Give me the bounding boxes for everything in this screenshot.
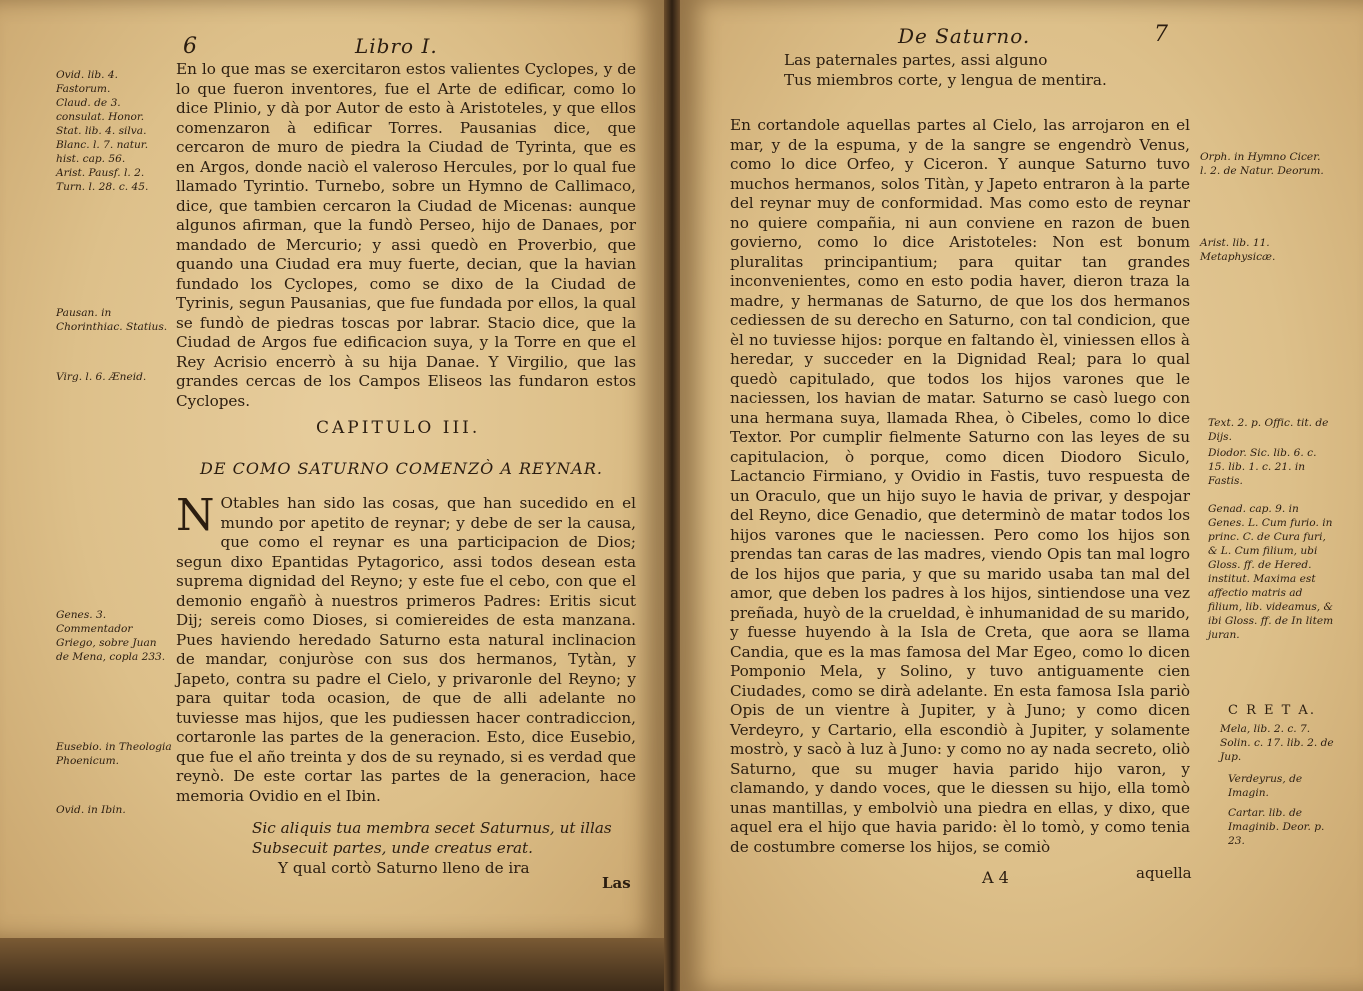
book-cover-edge (0, 938, 664, 991)
verse-line: Las paternales partes, assi alguno (784, 51, 1048, 69)
drop-cap: N (176, 490, 215, 541)
marginal-note: Orph. in Hymno Cicer. l. 2. de Natur. Deorum. (1200, 151, 1324, 177)
marginal-note: Cartar. lib. de Imaginib. Deor. p. 23. (1228, 807, 1325, 847)
verse-line: Sic aliquis tua membra secet Saturnus, ut illas (252, 819, 612, 837)
running-head: Libro I. (355, 34, 438, 58)
paragraph: En cortandole aquellas partes al Cielo, las arrojaron en el mar, y de la espuma, y de la sangre se engendrò Venus, como lo dice Orfeo, y Ciceron. Y aunque Saturno tuvo muchos hermanos, solos Titàn, y Japeto entraron à la parte del reynar muy de conformidad. Mas como esto de reynar no quiere compañia, ni aun conviene en razon de buen govierno, como lo dice Aristoteles: Non est bonum pluralitas principantium; para quitar tan grandes inconvenientes, como en esto podia haver, dieron traza la madre, y hermanas de Saturno, de que los dos hermanos cediessen de su derecho en Saturno, con tal condicion, que èl no tuviesse hijos: porque en faltando èl, viniessen ellos à heredar, y succeder en la Dignidad Real; para lo qual quedò capitulado, que todos los hijos varones que le naciessen, los havian de matar. Saturno se casò luego con una hermana suya, llamada Rhea, ò Cibeles, como lo dice Textor. Por cumplir fielmente Saturno con las leyes de su capitulacion, ò porque, como dicen Diodoro Siculo, Lactancio Firmiano, y Ovidio in Fastis, tuvo respuesta de un Oraculo, que un hijo suyo le havia de privar, y despojar del Reyno, dice Genadio, que determinò de matar todos los hijos varones que le naciessen. Pero como los hijos son prendas tan caras de las madres, viendo Opis tan mal logro de los hijos que paria, y que su marido usaba tan mal del amor, que deben los padres à los hijos, sintiendose una vez preñada, huyò de la crueldad, è inhumanidad de su marido, y fuesse huyendo à la Isla de Creta, que aora se llama Candia, que es la mas famosa del Mar Egeo, como lo dicen Pomponio Mela, y Solino, y tuvo antiguamente cien Ciudades, como se dirà adelante. En esta famosa Isla pariò Opis de un vientre à Jupiter, y à Juno; y como dicen Verdeyro, y Cartario, ella escondiò à Jupiter, y solamente mostrò, y sacò à luz à Juno: y como no ay nada secreto, oliò Saturno, que su muger havia parido hijo varon, y clamando, y dando voces, que le diessen su hijo, ella tomò unas mantillas, y embolviò una piedra en ellas, y dixo, que aquel era el hijo que havia parido: èl lo tomò, y como tenia de costumbre comerse los hijos, se comiò (730, 116, 1190, 856)
page-number: 7 (1154, 22, 1168, 47)
marginal-note: Diodor. Sic. lib. 6. c. 15. lib. 1. c. 21. in Fastis. (1208, 447, 1317, 487)
marginal-note: Turn. l. 28. c. 45. (56, 181, 149, 193)
body-text (176, 60, 636, 411)
running-head: De Saturno. (898, 24, 1031, 48)
marginal-note: Claud. de 3. consulat. Honor. (56, 97, 145, 123)
chapter-heading: CAPITULO III. (316, 418, 481, 438)
marginal-note: Eusebio. in Theologia Phoenicum. (56, 741, 172, 767)
marginal-note: Arist. lib. 11. Metaphysicæ. (1200, 237, 1276, 263)
catchword: Las (602, 874, 631, 892)
paragraph: Otables han sido las cosas, que han sucedido en el mundo por apetito de reynar; y debe de ser la causa, que como el reynar es una participacion de Dios; segun dixo Epantidas Pytagorico, assi todos desean esta suprema dignidad del Reyno; y este fue el cebo, con que el demonio engañò à nuestros primeros Padres: Eritis sicut Dij; sereis como Dioses, si comiereides de esta manzana. Pues haviendo heredado Saturno esta natural inclinacion de mandar, conjuròse con sus dos hermanos, Tytàn, y Japeto, contra su padre el Cielo, y privaronle del Reyno; y para quitar toda ocasion, de que de alli adelante no tuviesse mas hijos, que les pudiessen hacer contradiccion, cortaronle las partes de la generacion. Esto, dice Eusebio, que fue el año treinta y dos de su reynado, si es verdad que reynò. De este cortar las partes de la generacion, hace memoria Ovidio en el Ibin. (176, 494, 636, 805)
body-text (730, 116, 1190, 857)
marginal-notes (56, 68, 172, 194)
verse-line: Subsecuit partes, unde creatus erat. (252, 839, 533, 857)
body-text (176, 490, 636, 806)
marginal-note: Ovid. lib. 4. Fastorum. (56, 69, 118, 95)
right-page (680, 0, 1363, 991)
chapter-title: DE COMO SATURNO COMENZÒ A REYNAR. (200, 459, 603, 478)
marginal-note: Arist. Pausf. l. 2. (56, 167, 145, 179)
marginal-note: Blanc. l. 7. natur. hist. cap. 56. (56, 139, 149, 165)
marginal-note: Mela, lib. 2. c. 7. Solin. c. 17. lib. 2. de Jup. (1220, 723, 1334, 763)
catchword: aquella (1136, 864, 1192, 882)
left-page (0, 0, 664, 938)
marginal-note: Pausan. in Chorinthiac. Statius. (56, 307, 168, 333)
book-gutter (664, 0, 680, 991)
marginal-note: Genad. cap. 9. in Genes. L. Cum furio. in princ. C. de Cura furi, & L. Cum filium, ubi Gloss. ff. de Hered. institut. Maxima est affectio matris ad filium, lib. videamus, & ibi Gloss. ff. de In litem juran. (1208, 503, 1334, 641)
marginal-heading: C R E T A. (1228, 703, 1316, 718)
marginal-note: Text. 2. p. Offic. tit. de Dijs. (1208, 417, 1329, 443)
verse-line: Tus miembros corte, y lengua de mentira. (784, 71, 1107, 89)
marginal-note: Virg. l. 6. Æneid. (56, 371, 147, 383)
paragraph: En lo que mas se exercitaron estos valientes Cyclopes, y de lo que fueron inventores, fue el Arte de edificar, como lo dice Plinio, y dà por Autor de esto à Aristoteles, y que ellos comenzaron à edificar Torres. Pausanias dice, que cercaron de muro de piedra la Ciudad de Tyrinta, que es en Argos, donde naciò el valeroso Hercules, por lo qual fue llamado Tyrintio. Turnebo, sobre un Hymno de Callimaco, dice, que tambien cercaron la Ciudad de Micenas: aunque algunos afirman, que la fundò Perseo, hijo de Danaes, por mandado de Mercurio; y assi quedò en Proverbio, que quando una Ciudad era muy fuerte, decian, que la havian fundado los Cyclopes, como se dixo de la Ciudad de Tyrinis, segun Pausanias, que fue fundada por ellos, la qual se fundò de piedras toscas por labrar. Stacio dice, que la Ciudad de Argos fue edificacion suya, y la Torre en que el Rey Acrisio encerrò à su hija Danae. Y Virgilio, que las grandes cercas de los Campos Eliseos las fundaron estos Cyclopes. (176, 60, 636, 410)
page-number: 6 (183, 34, 197, 59)
marginal-note: Genes. 3. Commentador Griego, sobre Juan de Mena, copla 233. (56, 609, 166, 663)
marginal-note: Ovid. in Ibin. (56, 804, 126, 816)
marginal-note: Verdeyrus, de Imagin. (1228, 773, 1303, 799)
signature-mark: A 4 (982, 868, 1009, 887)
verse-line: Y qual cortò Saturno lleno de ira (278, 859, 530, 877)
marginal-note: Stat. lib. 4. silva. (56, 125, 147, 137)
